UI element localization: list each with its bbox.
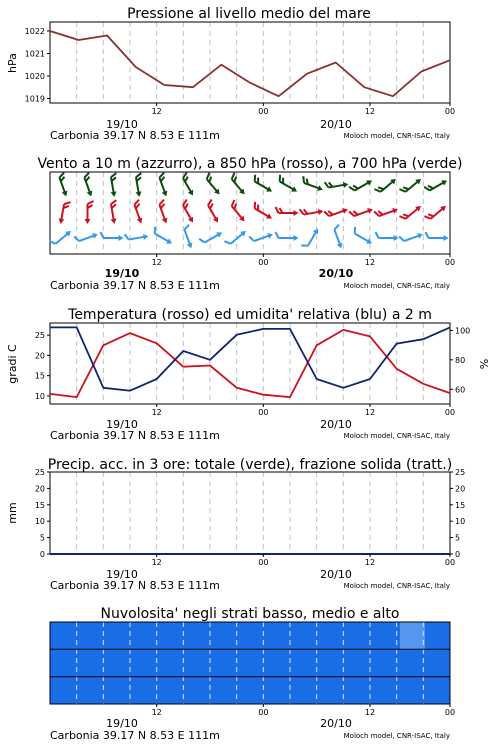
wind-barb [224, 226, 247, 248]
cloud-cell [225, 622, 251, 650]
wind-barb-feather [125, 234, 129, 240]
x-tick-label: 12 [151, 107, 162, 116]
wind-barb [74, 229, 99, 245]
wind-barb-feather [199, 237, 205, 244]
cloud-cell [175, 677, 201, 705]
wind-barb-feather [249, 235, 254, 242]
x-tick-label: 12 [364, 258, 376, 267]
cloud-cell [175, 649, 201, 677]
cloud-cell [300, 649, 326, 677]
x-tick-label: 00 [258, 258, 269, 267]
model-line: Moloch model, CNR-ISAC, Italy [343, 432, 450, 440]
wind-barb [276, 207, 299, 216]
wind-barb-head [111, 218, 118, 224]
x-tick-label: 12 [364, 708, 376, 717]
wind-barb-feather [376, 232, 379, 238]
cloud-cell [425, 649, 451, 677]
wind-barb-head [444, 235, 449, 241]
cloud-cell [425, 622, 451, 650]
x-tick-label: 12 [151, 558, 162, 567]
wind-barb-head [92, 231, 99, 238]
location-line: Carbonia 39.17 N 8.53 E 111m [50, 429, 220, 442]
y-tick-label: 15 [455, 500, 466, 510]
x-tick-label: 00 [444, 708, 456, 717]
y-tick-label: 5 [39, 533, 45, 543]
wind-barb-head [294, 235, 299, 241]
wind-barb-feather [301, 176, 306, 183]
x-tick-label: 00 [258, 558, 269, 567]
location-line: Carbonia 39.17 N 8.53 E 111m [50, 729, 220, 742]
wind-barb-head [291, 186, 298, 194]
wind-barb [81, 173, 97, 198]
cloud-cell [125, 622, 151, 650]
wind-barb-head [166, 238, 173, 246]
cloud-cell [150, 622, 176, 650]
wind-barb [156, 173, 172, 198]
wind-barb-head [318, 208, 324, 215]
cloud-cell [125, 677, 151, 705]
y-tick-label: 10 [34, 517, 45, 527]
wind-barb [179, 200, 198, 224]
wind-barb [101, 232, 124, 241]
wind-barb [85, 201, 94, 224]
cloud-cell [50, 622, 76, 650]
wind-barb-head [119, 235, 124, 241]
cloud-cell [200, 649, 226, 677]
wind-barb [276, 175, 300, 194]
wind-barb-feather [325, 182, 329, 188]
wind-barb [399, 229, 424, 245]
temperature-title: Temperatura (rosso) ed umidita' relativa (blu) a 2 m [68, 307, 432, 323]
cloud-cell [350, 622, 376, 650]
humidity-line [50, 327, 450, 390]
wind-barb [351, 227, 375, 246]
cloud-cell [325, 622, 351, 650]
x-tick-label: 00 [444, 408, 456, 417]
x-tick-label: 12 [364, 408, 376, 417]
cloud-cell [300, 622, 326, 650]
wind-barb [276, 232, 299, 241]
wind-panel [37, 156, 462, 292]
y-tick-label: 10 [455, 517, 466, 527]
wind-barb [49, 226, 72, 248]
precipitation-frame [50, 472, 450, 554]
cloud-cell [325, 649, 351, 677]
date-label-2: 20/10 [320, 717, 352, 730]
wind-barb-feather [64, 201, 70, 205]
wind-barb [251, 202, 275, 221]
cloud-cell [250, 677, 276, 705]
humidity-ylabel: % [478, 358, 491, 370]
wind-barb [125, 230, 149, 243]
y-tick-label: 20 [34, 484, 45, 494]
wind-barb-head [188, 217, 196, 224]
wind-barb-feather [301, 243, 308, 249]
wind-barb-feather [88, 201, 94, 204]
cloud-cell [50, 649, 76, 677]
wind-barb [202, 173, 224, 196]
date-label-2: 20/10 [320, 118, 352, 131]
clouds-title: Nuvolosita' negli strati basso, medio e alto [100, 606, 400, 622]
y-tick-label: 20 [455, 484, 466, 494]
wind-barb [151, 227, 175, 246]
location-line: Carbonia 39.17 N 8.53 E 111m [50, 279, 220, 292]
date-label-2: 20/10 [318, 267, 354, 280]
cloud-cell [275, 677, 301, 705]
wind-barb [300, 205, 324, 218]
pressure-line [50, 31, 450, 96]
pressure-title: Pressione al livello medio del mare [127, 6, 371, 22]
wind-barb [107, 173, 120, 197]
wind-barb-head [188, 190, 196, 197]
y-tick-label: 25 [34, 331, 45, 341]
wind-barb [399, 174, 422, 196]
clouds-panel [50, 606, 455, 742]
y-tick-label: 1022 [24, 27, 45, 36]
cloud-cell [150, 677, 176, 705]
cloud-cell [200, 677, 226, 705]
model-line: Moloch model, CNR-ISAC, Italy [343, 132, 450, 140]
location-line: Carbonia 39.17 N 8.53 E 111m [50, 129, 220, 142]
wind-barb [227, 173, 249, 196]
wind-barb-feather [110, 173, 116, 177]
wind-barb-head [267, 231, 274, 238]
wind-barb-head [85, 219, 91, 224]
wind-barb [325, 178, 349, 191]
pressure-ylabel: hPa [6, 53, 19, 73]
wind-barb [204, 200, 223, 224]
x-tick-label: 12 [364, 107, 376, 116]
wind-barb-head [187, 243, 194, 250]
y-tick-label: 60 [455, 385, 466, 395]
cloud-cell [225, 677, 251, 705]
wind-barb-feather [426, 232, 429, 238]
wind-barb [424, 201, 447, 223]
date-label-1: 19/10 [106, 717, 138, 730]
wind-barb [227, 200, 249, 223]
cloud-cell [250, 622, 276, 650]
wind-barb-head [137, 218, 144, 225]
wind-barb-head [143, 233, 149, 240]
wind-barb-feather [224, 239, 230, 246]
precipitation-panel [6, 457, 465, 592]
y-tick-label: 15 [34, 500, 45, 510]
model-line: Moloch model, CNR-ISAC, Italy [343, 282, 450, 290]
cloud-cell [325, 677, 351, 705]
wind-barb [374, 204, 399, 220]
wind-barb-feather [252, 175, 258, 182]
wind-barb [300, 176, 325, 192]
cloud-cell [350, 649, 376, 677]
wind-barb-head [87, 191, 94, 198]
wind-barb-head [162, 191, 169, 198]
pressure-panel [6, 6, 455, 142]
cloud-cell [200, 622, 226, 650]
wind-barb [107, 200, 120, 224]
wind-barb-head [317, 185, 324, 192]
wind-barb [374, 174, 397, 196]
wind-barb-head [213, 217, 221, 224]
wind-barb-feather [276, 207, 279, 213]
wind-barb-feather [135, 173, 141, 177]
wind-barb-head [62, 191, 69, 198]
cloud-cell [300, 677, 326, 705]
cloud-cell [275, 649, 301, 677]
y-tick-label: 15 [34, 371, 45, 381]
wind-barb [426, 232, 449, 241]
precipitation-title: Precip. acc. in 3 ore: totale (verde), frazione solida (tratt.) [47, 457, 453, 473]
y-tick-label: 0 [39, 550, 45, 559]
wind-barb-feather [399, 235, 404, 242]
cloud-cell [400, 649, 426, 677]
y-tick-label: 1020 [24, 72, 45, 81]
wind-barb [131, 200, 147, 225]
cloud-cell [175, 622, 201, 650]
x-tick-label: 00 [258, 708, 269, 717]
y-tick-label: 20 [34, 351, 45, 361]
wind-barb-head [294, 210, 299, 216]
wind-barb [199, 227, 223, 246]
temperature-ylabel: gradi C [6, 344, 19, 384]
x-tick-label: 12 [151, 408, 162, 417]
wind-barb-feather [101, 232, 104, 238]
cloud-cell [225, 649, 251, 677]
cloud-cell [400, 677, 426, 705]
cloud-cell [50, 677, 76, 705]
wind-barb [156, 200, 172, 225]
cloud-cell [75, 677, 101, 705]
wind-barb-head [392, 206, 399, 213]
x-tick-label: 12 [151, 258, 162, 267]
cloud-cell [350, 677, 376, 705]
y-tick-label: 5 [455, 533, 461, 543]
wind-barb [331, 225, 347, 250]
date-label-2: 20/10 [320, 418, 352, 431]
y-tick-label: 25 [455, 468, 466, 477]
wind-barb-feather [352, 227, 358, 234]
wind-barb [56, 173, 72, 198]
cloud-cell [125, 649, 151, 677]
wind-barb [399, 201, 422, 223]
wind-barb-feather [110, 200, 116, 204]
wind-barb [424, 175, 448, 194]
date-label-1: 19/10 [106, 118, 138, 131]
x-tick-label: 00 [444, 258, 456, 267]
x-tick-label: 00 [444, 558, 456, 567]
date-label-1: 19/10 [104, 267, 140, 280]
wind-barb-head [266, 186, 273, 194]
wind-barb-head [216, 230, 223, 238]
wind-barb [251, 175, 275, 194]
wind-barb [376, 232, 399, 241]
wind-barb-feather [276, 232, 279, 238]
temperature-line [50, 330, 450, 397]
y-tick-label: 1021 [24, 49, 45, 59]
wind-barb [301, 225, 320, 249]
cloud-cell [75, 649, 101, 677]
wind-barb-feather [333, 225, 340, 230]
y-tick-label: 1019 [24, 94, 45, 104]
x-tick-label: 00 [258, 408, 269, 417]
wind-barb-head [266, 213, 273, 221]
cloud-cell [75, 622, 101, 650]
x-tick-label: 12 [364, 558, 376, 567]
x-tick-label: 00 [444, 107, 456, 116]
wind-barb-head [111, 191, 118, 197]
wind-barb-feather [300, 209, 304, 215]
cloud-cell [425, 677, 451, 705]
wind-barb [249, 229, 274, 245]
cloud-cell [275, 622, 301, 650]
wind-barb-feather [183, 225, 190, 230]
wind-barb [179, 173, 198, 197]
wind-barb-feather [252, 202, 258, 209]
wind-barb [324, 204, 349, 220]
date-label-1: 19/10 [106, 568, 138, 581]
model-line: Moloch model, CNR-ISAC, Italy [343, 582, 450, 590]
wind-barb-feather [277, 175, 283, 182]
y-tick-label: 10 [34, 391, 45, 401]
wind-barb-head [441, 178, 448, 186]
temperature-panel [6, 307, 491, 442]
y-tick-label: 100 [455, 326, 471, 336]
wind-barb [58, 201, 71, 225]
y-tick-label: 0 [455, 550, 461, 559]
wind-barb-head [136, 191, 143, 197]
date-label-2: 20/10 [320, 568, 352, 581]
cloud-cell [400, 622, 426, 650]
location-line: Carbonia 39.17 N 8.53 E 111m [50, 579, 220, 592]
wind-barb [132, 173, 145, 197]
cloud-cell [150, 649, 176, 677]
model-line: Moloch model, CNR-ISAC, Italy [343, 732, 450, 740]
y-tick-label: 80 [455, 355, 466, 365]
wind-title: Vento a 10 m (azzurro), a 850 hPa (rosso), a 700 hPa (verde) [37, 156, 463, 172]
precipitation-ylabel: mm [6, 502, 19, 524]
wind-barb-head [162, 218, 169, 225]
wind-barb-head [394, 235, 399, 241]
y-tick-label: 25 [34, 468, 45, 477]
pressure-frame [50, 22, 450, 103]
wind-barb-head [58, 218, 65, 224]
x-tick-label: 00 [258, 107, 269, 116]
cloud-cell [250, 649, 276, 677]
x-tick-label: 12 [151, 708, 162, 717]
date-label-1: 19/10 [106, 418, 138, 431]
